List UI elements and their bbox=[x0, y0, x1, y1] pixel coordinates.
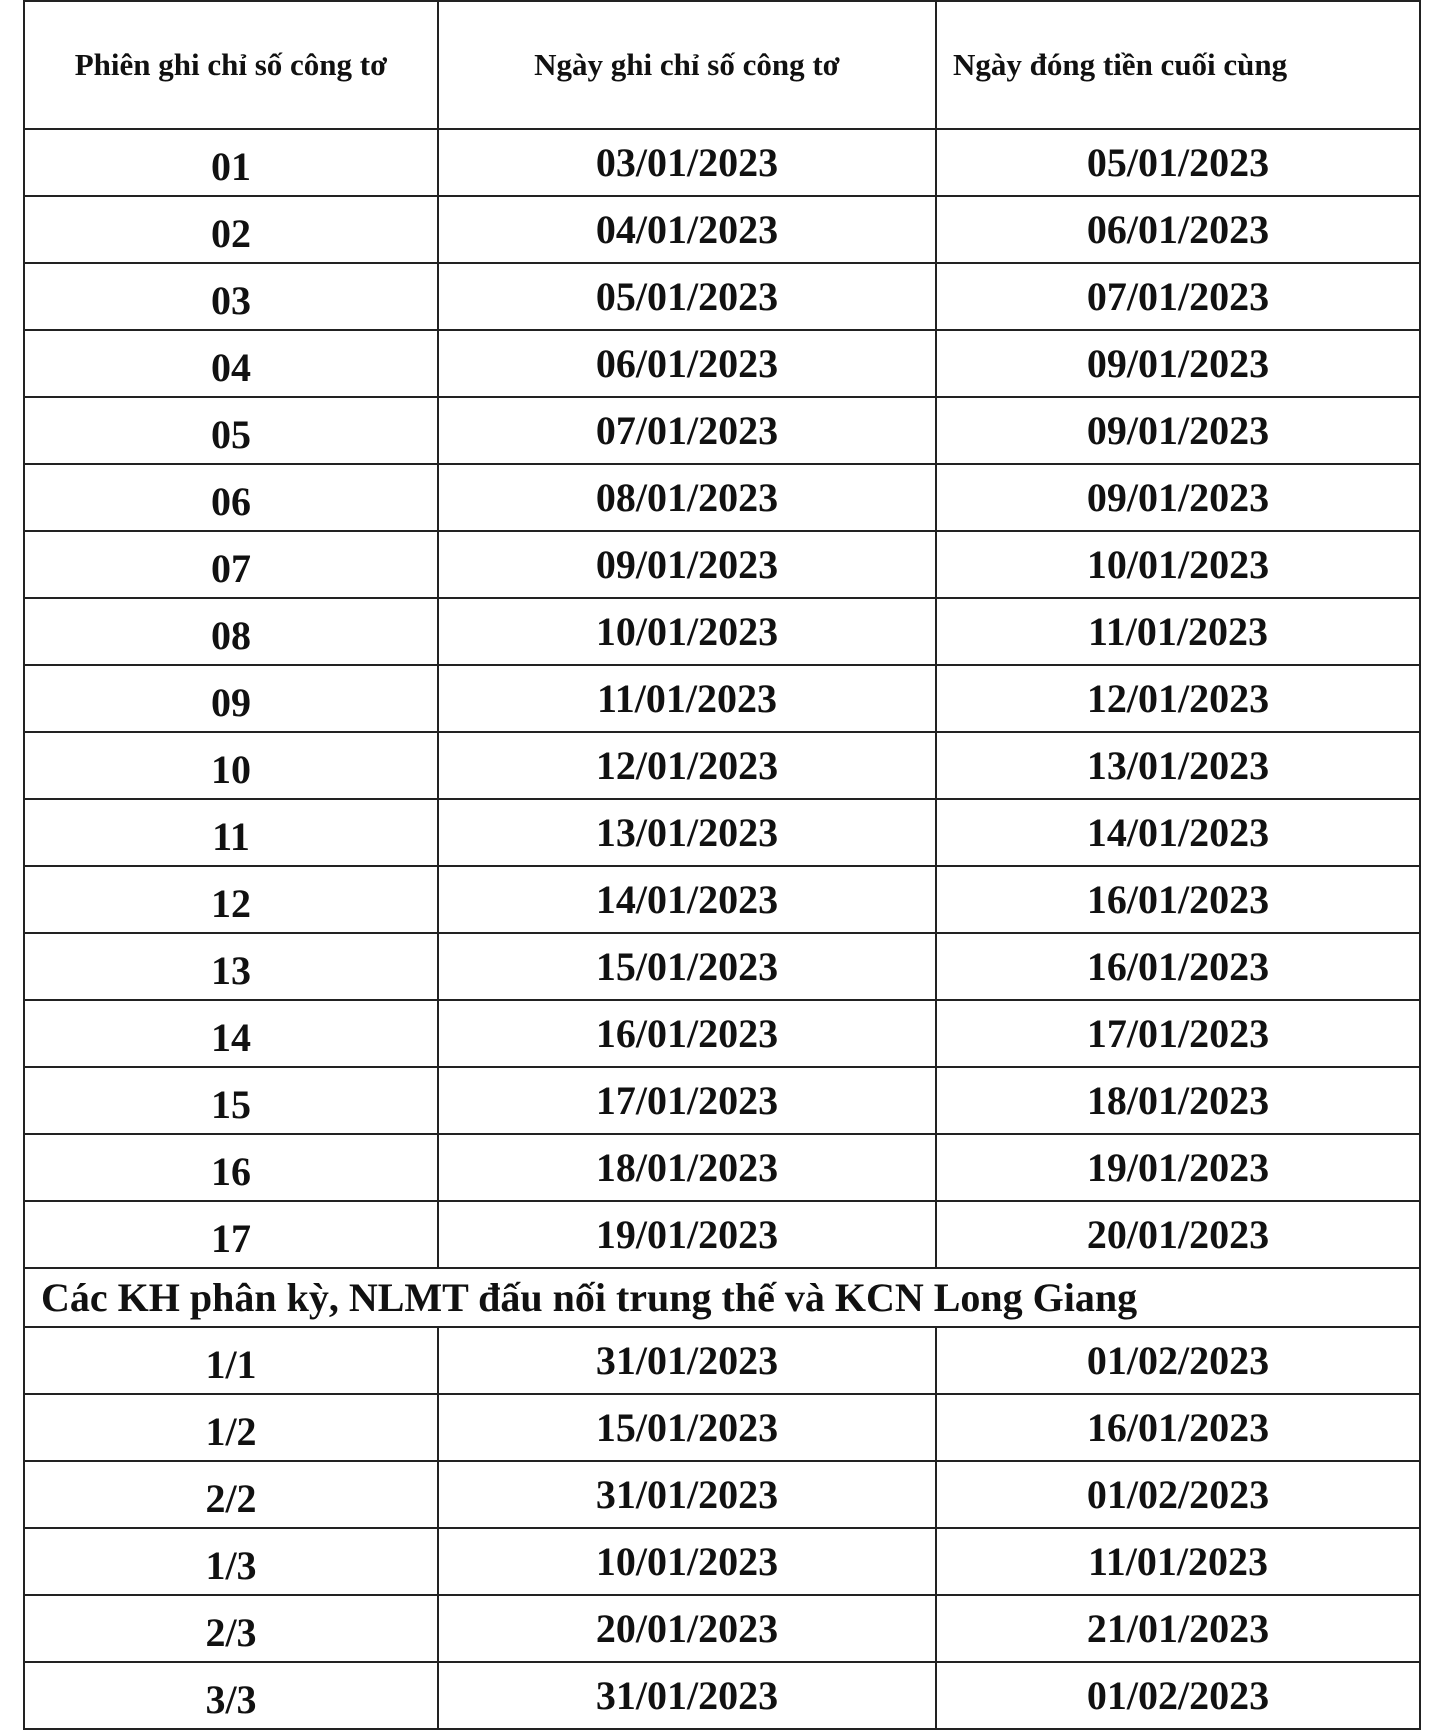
reading-date-cell: 15/01/2023 bbox=[438, 933, 936, 1000]
reading-date-cell: 17/01/2023 bbox=[438, 1067, 936, 1134]
reading-date-cell: 09/01/2023 bbox=[438, 531, 936, 598]
table-row bbox=[24, 1134, 1420, 1201]
table-row bbox=[24, 263, 1420, 330]
reading-date-cell: 11/01/2023 bbox=[438, 665, 936, 732]
reading-date-cell: 13/01/2023 bbox=[438, 799, 936, 866]
reading-date-cell: 14/01/2023 bbox=[438, 866, 936, 933]
table-row bbox=[24, 799, 1420, 866]
session-cell: 12 bbox=[24, 866, 438, 933]
last-payment-date-cell: 12/01/2023 bbox=[936, 665, 1420, 732]
table-row bbox=[24, 1201, 1420, 1268]
header-session: Phiên ghi chỉ số công tơ bbox=[24, 1, 438, 129]
session-cell: 2/2 bbox=[24, 1461, 438, 1528]
reading-date-cell: 04/01/2023 bbox=[438, 196, 936, 263]
last-payment-date-cell: 06/01/2023 bbox=[936, 196, 1420, 263]
table-row bbox=[24, 129, 1420, 196]
table-row bbox=[24, 464, 1420, 531]
last-payment-date-cell: 18/01/2023 bbox=[936, 1067, 1420, 1134]
session-cell: 06 bbox=[24, 464, 438, 531]
reading-date-cell: 15/01/2023 bbox=[438, 1394, 936, 1461]
session-cell: 09 bbox=[24, 665, 438, 732]
last-payment-date-cell: 19/01/2023 bbox=[936, 1134, 1420, 1201]
table-row bbox=[24, 1000, 1420, 1067]
session-cell: 08 bbox=[24, 598, 438, 665]
session-cell: 05 bbox=[24, 397, 438, 464]
last-payment-date-cell: 11/01/2023 bbox=[936, 598, 1420, 665]
table-row bbox=[24, 397, 1420, 464]
table-row bbox=[24, 1327, 1420, 1394]
last-payment-date-cell: 11/01/2023 bbox=[936, 1528, 1420, 1595]
last-payment-date-cell: 07/01/2023 bbox=[936, 263, 1420, 330]
reading-date-cell: 05/01/2023 bbox=[438, 263, 936, 330]
table-row bbox=[24, 1461, 1420, 1528]
reading-date-cell: 31/01/2023 bbox=[438, 1461, 936, 1528]
session-cell: 17 bbox=[24, 1201, 438, 1268]
last-payment-date-cell: 16/01/2023 bbox=[936, 933, 1420, 1000]
last-payment-date-cell: 01/02/2023 bbox=[936, 1461, 1420, 1528]
table-row bbox=[24, 1394, 1420, 1461]
session-cell: 01 bbox=[24, 129, 438, 196]
last-payment-date-cell: 09/01/2023 bbox=[936, 330, 1420, 397]
session-cell: 14 bbox=[24, 1000, 438, 1067]
table-row bbox=[24, 1662, 1420, 1729]
session-cell: 07 bbox=[24, 531, 438, 598]
last-payment-date-cell: 09/01/2023 bbox=[936, 464, 1420, 531]
last-payment-date-cell: 16/01/2023 bbox=[936, 866, 1420, 933]
table-row bbox=[24, 531, 1420, 598]
table-row bbox=[24, 1528, 1420, 1595]
reading-date-cell: 06/01/2023 bbox=[438, 330, 936, 397]
session-cell: 1/1 bbox=[24, 1327, 438, 1394]
session-cell: 16 bbox=[24, 1134, 438, 1201]
session-cell: 04 bbox=[24, 330, 438, 397]
header-reading-date: Ngày ghi chỉ số công tơ bbox=[438, 1, 936, 129]
session-cell: 3/3 bbox=[24, 1662, 438, 1729]
table-row bbox=[24, 732, 1420, 799]
reading-date-cell: 07/01/2023 bbox=[438, 397, 936, 464]
group-header-row bbox=[24, 1268, 1420, 1327]
last-payment-date-cell: 16/01/2023 bbox=[936, 1394, 1420, 1461]
reading-date-cell: 16/01/2023 bbox=[438, 1000, 936, 1067]
group-title: Các KH phân kỳ, NLMT đấu nối trung thế và KCN Long Giang bbox=[24, 1268, 1420, 1327]
reading-date-cell: 19/01/2023 bbox=[438, 1201, 936, 1268]
table-row bbox=[24, 933, 1420, 1000]
table-body bbox=[24, 129, 1420, 1729]
last-payment-date-cell: 05/01/2023 bbox=[936, 129, 1420, 196]
session-cell: 15 bbox=[24, 1067, 438, 1134]
session-cell: 11 bbox=[24, 799, 438, 866]
reading-date-cell: 18/01/2023 bbox=[438, 1134, 936, 1201]
last-payment-date-cell: 20/01/2023 bbox=[936, 1201, 1420, 1268]
table-row bbox=[24, 1595, 1420, 1662]
reading-date-cell: 10/01/2023 bbox=[438, 1528, 936, 1595]
session-cell: 13 bbox=[24, 933, 438, 1000]
header-row bbox=[24, 1, 1420, 129]
reading-date-cell: 12/01/2023 bbox=[438, 732, 936, 799]
table-row bbox=[24, 330, 1420, 397]
last-payment-date-cell: 09/01/2023 bbox=[936, 397, 1420, 464]
table-row bbox=[24, 598, 1420, 665]
reading-date-cell: 10/01/2023 bbox=[438, 598, 936, 665]
last-payment-date-cell: 01/02/2023 bbox=[936, 1662, 1420, 1729]
last-payment-date-cell: 10/01/2023 bbox=[936, 531, 1420, 598]
session-cell: 1/3 bbox=[24, 1528, 438, 1595]
last-payment-date-cell: 13/01/2023 bbox=[936, 732, 1420, 799]
header-last-payment-date: Ngày đóng tiền cuối cùng bbox=[936, 1, 1420, 129]
table-row bbox=[24, 1067, 1420, 1134]
reading-date-cell: 31/01/2023 bbox=[438, 1662, 936, 1729]
meter-reading-schedule-table bbox=[23, 0, 1421, 1730]
table-row bbox=[24, 866, 1420, 933]
last-payment-date-cell: 14/01/2023 bbox=[936, 799, 1420, 866]
session-cell: 03 bbox=[24, 263, 438, 330]
last-payment-date-cell: 17/01/2023 bbox=[936, 1000, 1420, 1067]
session-cell: 2/3 bbox=[24, 1595, 438, 1662]
reading-date-cell: 08/01/2023 bbox=[438, 464, 936, 531]
session-cell: 1/2 bbox=[24, 1394, 438, 1461]
table-row bbox=[24, 665, 1420, 732]
reading-date-cell: 31/01/2023 bbox=[438, 1327, 936, 1394]
session-cell: 10 bbox=[24, 732, 438, 799]
session-cell: 02 bbox=[24, 196, 438, 263]
table-row bbox=[24, 196, 1420, 263]
last-payment-date-cell: 21/01/2023 bbox=[936, 1595, 1420, 1662]
reading-date-cell: 20/01/2023 bbox=[438, 1595, 936, 1662]
reading-date-cell: 03/01/2023 bbox=[438, 129, 936, 196]
last-payment-date-cell: 01/02/2023 bbox=[936, 1327, 1420, 1394]
